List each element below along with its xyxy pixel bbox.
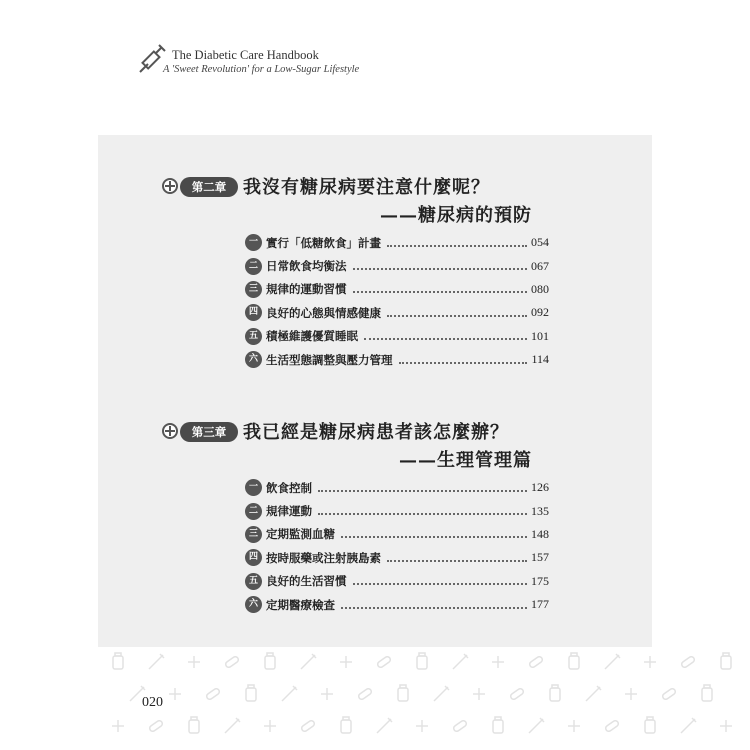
toc-page-number: 175 bbox=[531, 573, 549, 588]
toc-page-number: 080 bbox=[531, 281, 549, 296]
dot-leader bbox=[341, 607, 527, 609]
number-three-icon: 三 bbox=[245, 281, 262, 298]
toc-page-number: 135 bbox=[531, 503, 549, 518]
medical-cross-icon bbox=[162, 423, 178, 439]
toc-entry-label: 日常飲食均衡法 bbox=[266, 259, 347, 274]
pattern-syringe-icon bbox=[282, 686, 297, 701]
pattern-bottle-icon bbox=[417, 653, 427, 669]
pattern-cross-icon bbox=[188, 656, 200, 668]
toc-page-number: 092 bbox=[531, 305, 549, 320]
number-five-icon: 五 bbox=[245, 328, 262, 345]
toc-entry[interactable] bbox=[245, 570, 549, 593]
pattern-pill-icon bbox=[225, 656, 240, 669]
pattern-syringe-icon bbox=[225, 718, 240, 733]
toc-entry-label: 定期監測血糖 bbox=[266, 527, 335, 542]
pattern-bottle-icon bbox=[189, 717, 199, 733]
pattern-cross-icon bbox=[321, 688, 333, 700]
pattern-cross-icon bbox=[568, 720, 580, 732]
toc-entry-label: 實行「低糖飲食」計畫 bbox=[266, 235, 381, 250]
number-one-icon: 一 bbox=[245, 479, 262, 496]
toc-panel bbox=[98, 135, 652, 647]
toc-entry-label: 生活型態調整與壓力管理 bbox=[266, 352, 393, 367]
chapter-badge-label: 第三章 bbox=[180, 422, 238, 442]
dot-leader bbox=[353, 291, 528, 293]
pattern-syringe-icon bbox=[453, 654, 468, 669]
number-five-icon: 五 bbox=[245, 573, 262, 590]
dot-leader bbox=[364, 338, 527, 340]
pattern-bottle-icon bbox=[645, 717, 655, 733]
toc-page-number: 067 bbox=[531, 258, 549, 273]
pattern-syringe-icon bbox=[681, 718, 696, 733]
pattern-syringe-icon bbox=[529, 718, 544, 733]
toc-entry[interactable] bbox=[245, 523, 549, 546]
chapter-subtitle: ——糖尿病的預防 bbox=[380, 205, 532, 226]
toc-entry[interactable] bbox=[245, 476, 549, 499]
pattern-cross-icon bbox=[720, 720, 732, 732]
pattern-bottle-icon bbox=[550, 685, 560, 701]
toc-page-number: 157 bbox=[531, 550, 549, 565]
pattern-syringe-icon bbox=[605, 654, 620, 669]
pattern-syringe-icon bbox=[377, 718, 392, 733]
pattern-syringe-icon bbox=[586, 686, 601, 701]
pattern-bottle-icon bbox=[265, 653, 275, 669]
toc-page-number: 126 bbox=[531, 480, 549, 495]
dot-leader bbox=[341, 536, 527, 538]
chapter-title: 我沒有糖尿病要注意什麼呢？ bbox=[243, 177, 490, 198]
pattern-bottle-icon bbox=[246, 685, 256, 701]
toc-entry[interactable] bbox=[245, 593, 549, 616]
pattern-pill-icon bbox=[377, 656, 392, 669]
number-two-icon: 二 bbox=[245, 258, 262, 275]
pattern-syringe-icon bbox=[149, 654, 164, 669]
number-one-icon: 一 bbox=[245, 234, 262, 251]
toc-entry-label: 按時服藥或注射胰島素 bbox=[266, 550, 381, 565]
pattern-bottle-icon bbox=[341, 717, 351, 733]
medical-icon-pattern bbox=[98, 650, 750, 750]
toc-page-number: 054 bbox=[531, 235, 549, 250]
chapter-badge bbox=[162, 177, 240, 197]
pattern-pill-icon bbox=[206, 688, 221, 701]
toc-entry[interactable] bbox=[245, 499, 549, 522]
pattern-bottle-icon bbox=[721, 653, 731, 669]
pattern-bottle-icon bbox=[398, 685, 408, 701]
pattern-cross-icon bbox=[112, 720, 124, 732]
book-subtitle: A 'Sweet Revolution' for a Low-Sugar Lifestyle bbox=[163, 64, 360, 75]
pattern-cross-icon bbox=[492, 656, 504, 668]
pattern-syringe-icon bbox=[434, 686, 449, 701]
pattern-pill-icon bbox=[681, 656, 696, 669]
pattern-pill-icon bbox=[358, 688, 373, 701]
toc-entry-label: 飲食控制 bbox=[266, 480, 312, 495]
number-three-icon: 三 bbox=[245, 526, 262, 543]
pattern-cross-icon bbox=[625, 688, 637, 700]
toc-entry-label: 良好的生活習慣 bbox=[266, 574, 347, 589]
toc-entry-label: 規律運動 bbox=[266, 504, 312, 519]
pattern-cross-icon bbox=[644, 656, 656, 668]
book-title: The Diabetic Care Handbook bbox=[172, 48, 319, 62]
chapter-badge bbox=[162, 422, 240, 442]
toc-page-number: 148 bbox=[531, 526, 549, 541]
pattern-bottle-icon bbox=[569, 653, 579, 669]
dot-leader bbox=[353, 268, 528, 270]
toc-entry[interactable] bbox=[245, 546, 549, 569]
pattern-syringe-icon bbox=[301, 654, 316, 669]
pattern-cross-icon bbox=[473, 688, 485, 700]
medical-cross-icon bbox=[162, 178, 178, 194]
dot-leader bbox=[387, 560, 527, 562]
pattern-cross-icon bbox=[169, 688, 181, 700]
number-two-icon: 二 bbox=[245, 503, 262, 520]
toc-entry-label: 規律的運動習慣 bbox=[266, 282, 347, 297]
pattern-pill-icon bbox=[301, 720, 316, 733]
chapter-badge-label: 第二章 bbox=[180, 177, 238, 197]
toc-list bbox=[245, 231, 549, 371]
pattern-pill-icon bbox=[605, 720, 620, 733]
toc-entry[interactable] bbox=[245, 231, 549, 254]
toc-page-number: 114 bbox=[531, 352, 549, 367]
toc-entry[interactable] bbox=[245, 254, 549, 277]
toc-entry[interactable] bbox=[245, 325, 549, 348]
number-four-icon: 四 bbox=[245, 549, 262, 566]
chapter-subtitle: ——生理管理篇 bbox=[399, 450, 532, 471]
pattern-pill-icon bbox=[510, 688, 525, 701]
pattern-cross-icon bbox=[416, 720, 428, 732]
dot-leader bbox=[353, 583, 528, 585]
dot-leader bbox=[387, 315, 527, 317]
toc-entry-label: 定期醫療檢查 bbox=[266, 597, 335, 612]
pattern-pill-icon bbox=[662, 688, 677, 701]
pattern-cross-icon bbox=[264, 720, 276, 732]
dot-leader bbox=[318, 490, 527, 492]
dot-leader bbox=[387, 245, 527, 247]
pattern-pill-icon bbox=[529, 656, 544, 669]
dot-leader bbox=[318, 513, 527, 515]
toc-entry[interactable] bbox=[245, 348, 549, 371]
number-six-icon: 六 bbox=[245, 351, 262, 368]
pattern-pill-icon bbox=[453, 720, 468, 733]
chapter-title: 我已經是糖尿病患者該怎麼辦？ bbox=[243, 422, 509, 443]
number-six-icon: 六 bbox=[245, 596, 262, 613]
toc-entry-label: 良好的心態與情感健康 bbox=[266, 305, 381, 320]
toc-entry-label: 積極維護優質睡眠 bbox=[266, 329, 358, 344]
pattern-bottle-icon bbox=[702, 685, 712, 701]
pattern-bottle-icon bbox=[493, 717, 503, 733]
toc-entry[interactable] bbox=[245, 301, 549, 324]
dot-leader bbox=[399, 362, 528, 364]
pattern-bottle-icon bbox=[113, 653, 123, 669]
toc-entry[interactable] bbox=[245, 278, 549, 301]
page-number: 020 bbox=[142, 695, 163, 710]
pattern-pill-icon bbox=[149, 720, 164, 733]
toc-list bbox=[245, 476, 549, 616]
toc-page-number: 177 bbox=[531, 597, 549, 612]
toc-page-number: 101 bbox=[531, 328, 549, 343]
number-four-icon: 四 bbox=[245, 304, 262, 321]
pattern-cross-icon bbox=[340, 656, 352, 668]
